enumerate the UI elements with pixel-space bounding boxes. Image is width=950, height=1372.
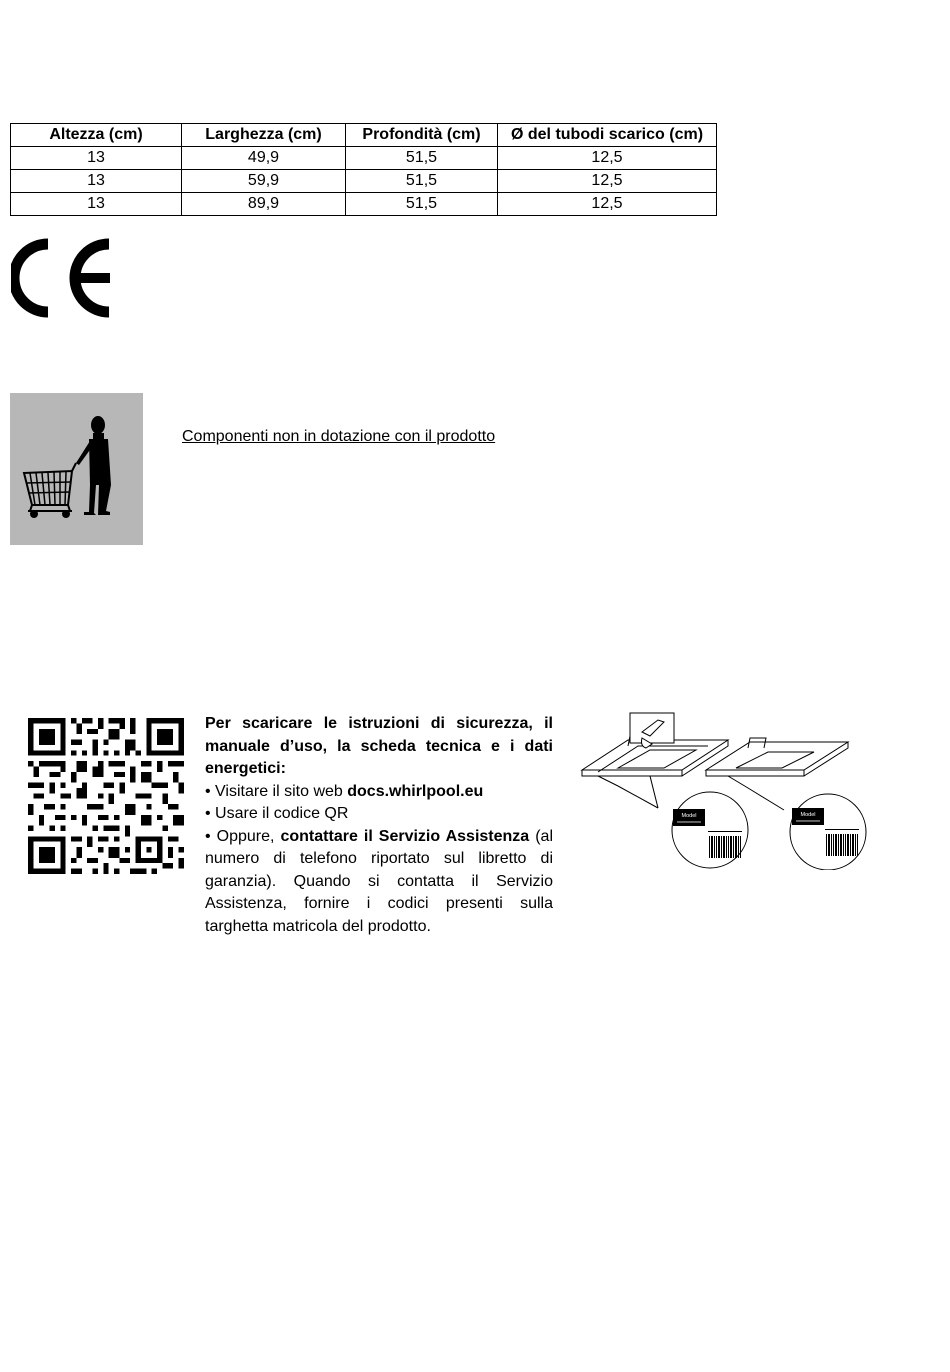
- bullet-website-text: • Visitare il sito web: [205, 782, 348, 800]
- table-cell: 12,5: [498, 147, 717, 170]
- bullet-service-rest: (al numero di telefono riportato sul libretto di garanzia). Quando si contatta il Servizio Assistenza, fornire i codici presenti sulla targhetta matricola del prodotto.: [205, 827, 553, 935]
- header-altezza: Altezza (cm): [11, 124, 182, 147]
- table-cell: 13: [11, 193, 182, 216]
- hood-rating-plate-illustration: [578, 710, 878, 870]
- ce-mark-icon: [11, 238, 117, 318]
- table-cell: 13: [11, 147, 182, 170]
- table-cell: 51,5: [346, 147, 498, 170]
- table-cell: 13: [11, 170, 182, 193]
- table-cell: 12,5: [498, 170, 717, 193]
- dimensions-table: [10, 123, 717, 216]
- bullet-service: [205, 826, 553, 939]
- plate-code-label-2: xxxxxxxxxxxx: [796, 818, 820, 823]
- website-link[interactable]: docs.whirlpool.eu: [347, 782, 484, 800]
- plate-model-label: Model: [681, 813, 697, 819]
- qr-code-icon[interactable]: [28, 718, 184, 874]
- table-cell: 51,5: [346, 170, 498, 193]
- table-cell: 12,5: [498, 193, 717, 216]
- bullet-qr: • Usare il codice QR: [205, 805, 349, 822]
- not-supplied-caption: Componenti non in dotazione con il prodotto: [182, 428, 496, 445]
- bullet-service-prefix: • Oppure,: [205, 827, 281, 845]
- header-profondita: Profondità (cm): [346, 124, 498, 147]
- download-heading: Per scaricare le istruzioni di sicurezza, il manuale d’uso, la scheda tecnica e i dati energetici:: [205, 715, 553, 777]
- plate-code-label: xxxxxxxxxxxx: [677, 819, 701, 824]
- header-larghezza: Larghezza (cm): [182, 124, 346, 147]
- shopping-cart-person-icon: [10, 393, 143, 545]
- table-cell: 59,9: [182, 170, 346, 193]
- plate-model-label-2: Model: [800, 812, 816, 818]
- table-cell: 51,5: [346, 193, 498, 216]
- shopping-cart-person-icon-graphic: [10, 393, 143, 545]
- table-row: [11, 170, 717, 193]
- service-contact-label: contattare il Servizio Assistenza: [280, 827, 530, 845]
- table-row: [11, 193, 717, 216]
- table-row: [11, 147, 717, 170]
- table-cell: 49,9: [182, 147, 346, 170]
- header-diametro: Ø del tubodi scarico (cm): [498, 124, 717, 147]
- table-cell: 89,9: [182, 193, 346, 216]
- download-instructions-text: [205, 713, 553, 938]
- table-header-row: [11, 124, 717, 147]
- bullet-website: [205, 781, 553, 804]
